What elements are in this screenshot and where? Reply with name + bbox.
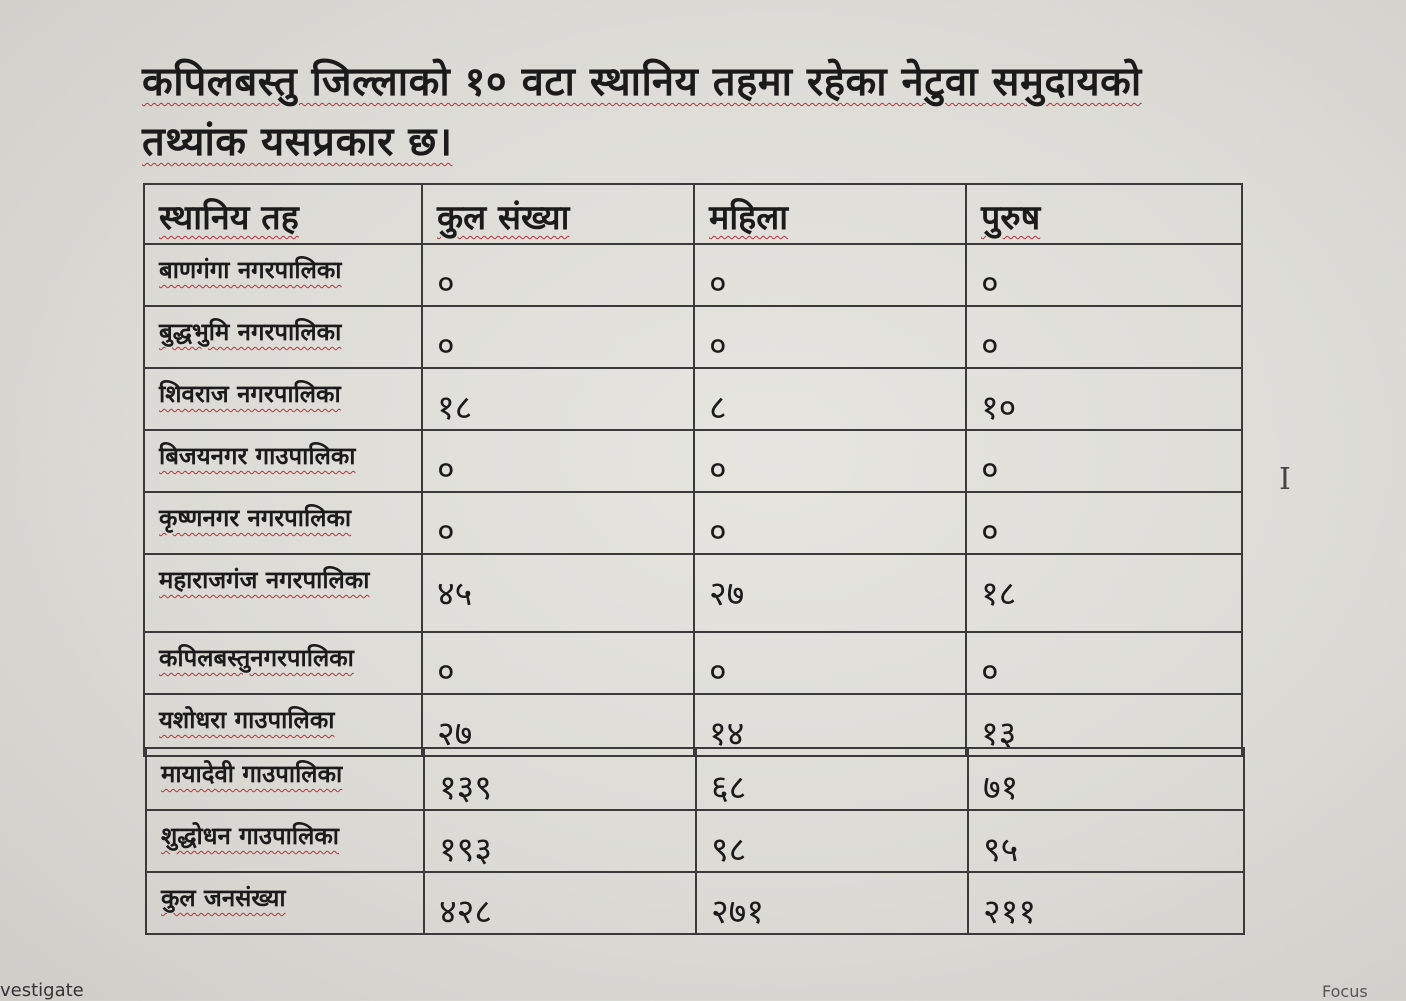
header-female: महिला [694,184,966,244]
cell-female: २७ [694,554,966,632]
cell-male: ० [966,306,1242,368]
table-row [144,306,1242,368]
cell-male: ० [966,492,1242,554]
cell-local-level: बुद्धभुमि नगरपालिका [144,306,422,368]
heading-line-2: तथ्यांक यसप्रकार छ। [142,119,453,165]
cell-total: ४२८ [424,872,696,934]
cell-total: ० [422,244,694,306]
cell-total-population-label: कुल जनसंख्या [146,872,424,934]
header-male: पुरुष [966,184,1242,244]
cell-total: १८ [422,368,694,430]
cell-local-level: शुद्धोधन गाउपालिका [146,810,424,872]
cell-female: ८ [694,368,966,430]
cell-local-level: बिजयनगर गाउपालिका [144,430,422,492]
table-row [144,632,1242,694]
table-row [144,368,1242,430]
cell-female: ० [694,492,966,554]
table-row [144,492,1242,554]
cell-local-level: महाराजगंज नगरपालिका [144,554,422,632]
cell-female: ० [694,632,966,694]
cell-female: ९८ [696,810,968,872]
population-table-part-1 [143,183,1243,757]
cell-female: ६८ [696,748,968,810]
cell-local-level: यशोधरा गाउपालिका [144,694,422,756]
cell-female: ० [694,306,966,368]
document-heading [142,52,1252,172]
table-row [146,810,1244,872]
cell-total: ० [422,306,694,368]
cell-total: ० [422,632,694,694]
cell-local-level: कपिलबस्तुनगरपालिका [144,632,422,694]
cell-total: ० [422,492,694,554]
cell-male: ९५ [968,810,1244,872]
cell-male: १३ [966,694,1242,756]
table-header-row [144,184,1242,244]
table-row [146,748,1244,810]
cell-male: ० [966,430,1242,492]
table-row [146,872,1244,934]
cell-local-level: मायादेवी गाउपालिका [146,748,424,810]
table-row [144,430,1242,492]
cell-male: ० [966,632,1242,694]
header-total-count: कुल संख्या [422,184,694,244]
table-row [144,244,1242,306]
cell-female: ० [694,244,966,306]
header-local-level: स्थानिय तह [144,184,422,244]
cell-male: ७१ [968,748,1244,810]
cell-female: १४ [694,694,966,756]
population-table-part-2 [145,747,1245,935]
cell-male: २११ [968,872,1244,934]
cell-total: १९३ [424,810,696,872]
cell-total: १३९ [424,748,696,810]
cell-male: १८ [966,554,1242,632]
cell-total: ४५ [422,554,694,632]
cell-local-level: कृष्णनगर नगरपालिका [144,492,422,554]
cell-male: १० [966,368,1242,430]
text-cursor-icon: I [1279,462,1291,497]
cell-local-level: शिवराज नगरपालिका [144,368,422,430]
cell-female: ० [694,430,966,492]
table-row [144,554,1242,632]
cell-total: २७ [422,694,694,756]
status-bar-focus[interactable]: Focus [1322,982,1368,1001]
heading-line-1: कपिलबस्तु जिल्लाको १० वटा स्थानिय तहमा रहेका नेटुवा समुदायको [142,59,1142,105]
cell-local-level: बाणगंगा नगरपालिका [144,244,422,306]
cell-total: ० [422,430,694,492]
status-bar-investigate[interactable]: vestigate [0,980,84,1001]
cell-male: ० [966,244,1242,306]
cell-female: २७१ [696,872,968,934]
